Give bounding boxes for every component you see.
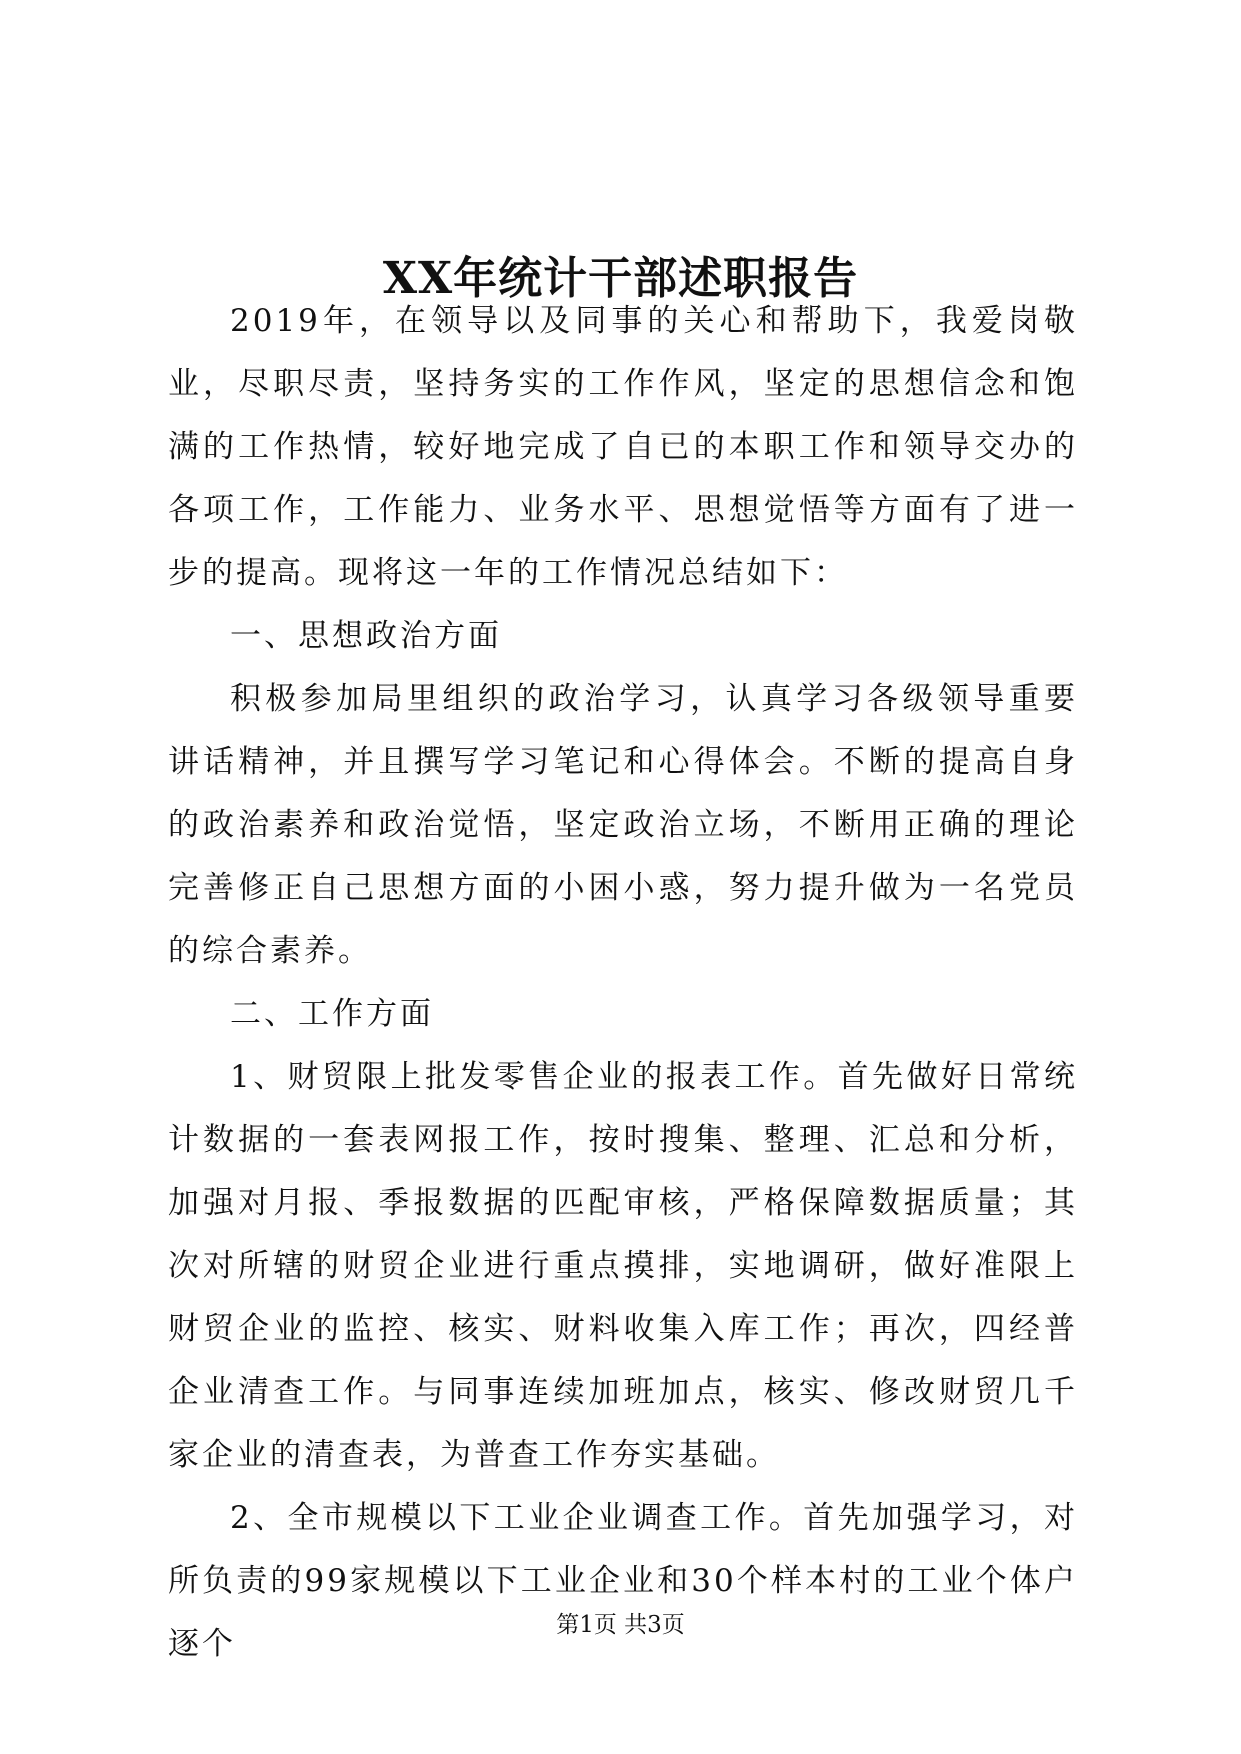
paragraph-work-item-1: 1、财贸限上批发零售企业的报表工作。首先做好日常统计数据的一套表网报工作，按时搜集、整理、汇总和分析，加强对月报、季报数据的匹配审核，严格保障数据质量；其次对所辖的财贸企业进行重点摸排，实地调研，做好准限上财贸企业的监控、核实、财料收集入库工作；再次，四经普企业清查工作。与同事连续加班加点，核实、修改财贸几千家企业的清查表，为普查工作夯实基础。 xyxy=(168,1059,1078,1473)
section-heading-work: 二、工作方面 xyxy=(230,996,434,1032)
page-footer: 第1页 共3页 xyxy=(556,1612,685,1638)
paragraph-ideology: 积极参加局里组织的政治学习，认真学习各级领导重要讲话精神，并且撰写学习笔记和心得体会。不断的提高自身的政治素养和政治觉悟，坚定政治立场，不断用正确的理论完善修正自己思想方面的小困小惑，努力提升做为一名党员的综合素养。 xyxy=(168,681,1078,969)
document-title: XX年统计干部述职报告 xyxy=(382,253,859,305)
paragraph-intro: 2019年，在领导以及同事的关心和帮助下，我爱岗敬业，尽职尽责，坚持务实的工作作风，坚定的思想信念和饱满的工作热情，较好地完成了自已的本职工作和领导交办的各项工作，工作能力、业务水平、思想觉悟等方面有了进一步的提高。现将这一年的工作情况总结如下： xyxy=(168,303,1078,591)
section-heading-ideology: 一、思想政治方面 xyxy=(230,618,502,654)
paragraph-work-item-2: 2、全市规模以下工业企业调查工作。首先加强学习，对所负责的99家规模以下工业企业和30个样本村的工业个体户逐个 xyxy=(168,1500,1078,1662)
document-body xyxy=(168,290,1078,1676)
